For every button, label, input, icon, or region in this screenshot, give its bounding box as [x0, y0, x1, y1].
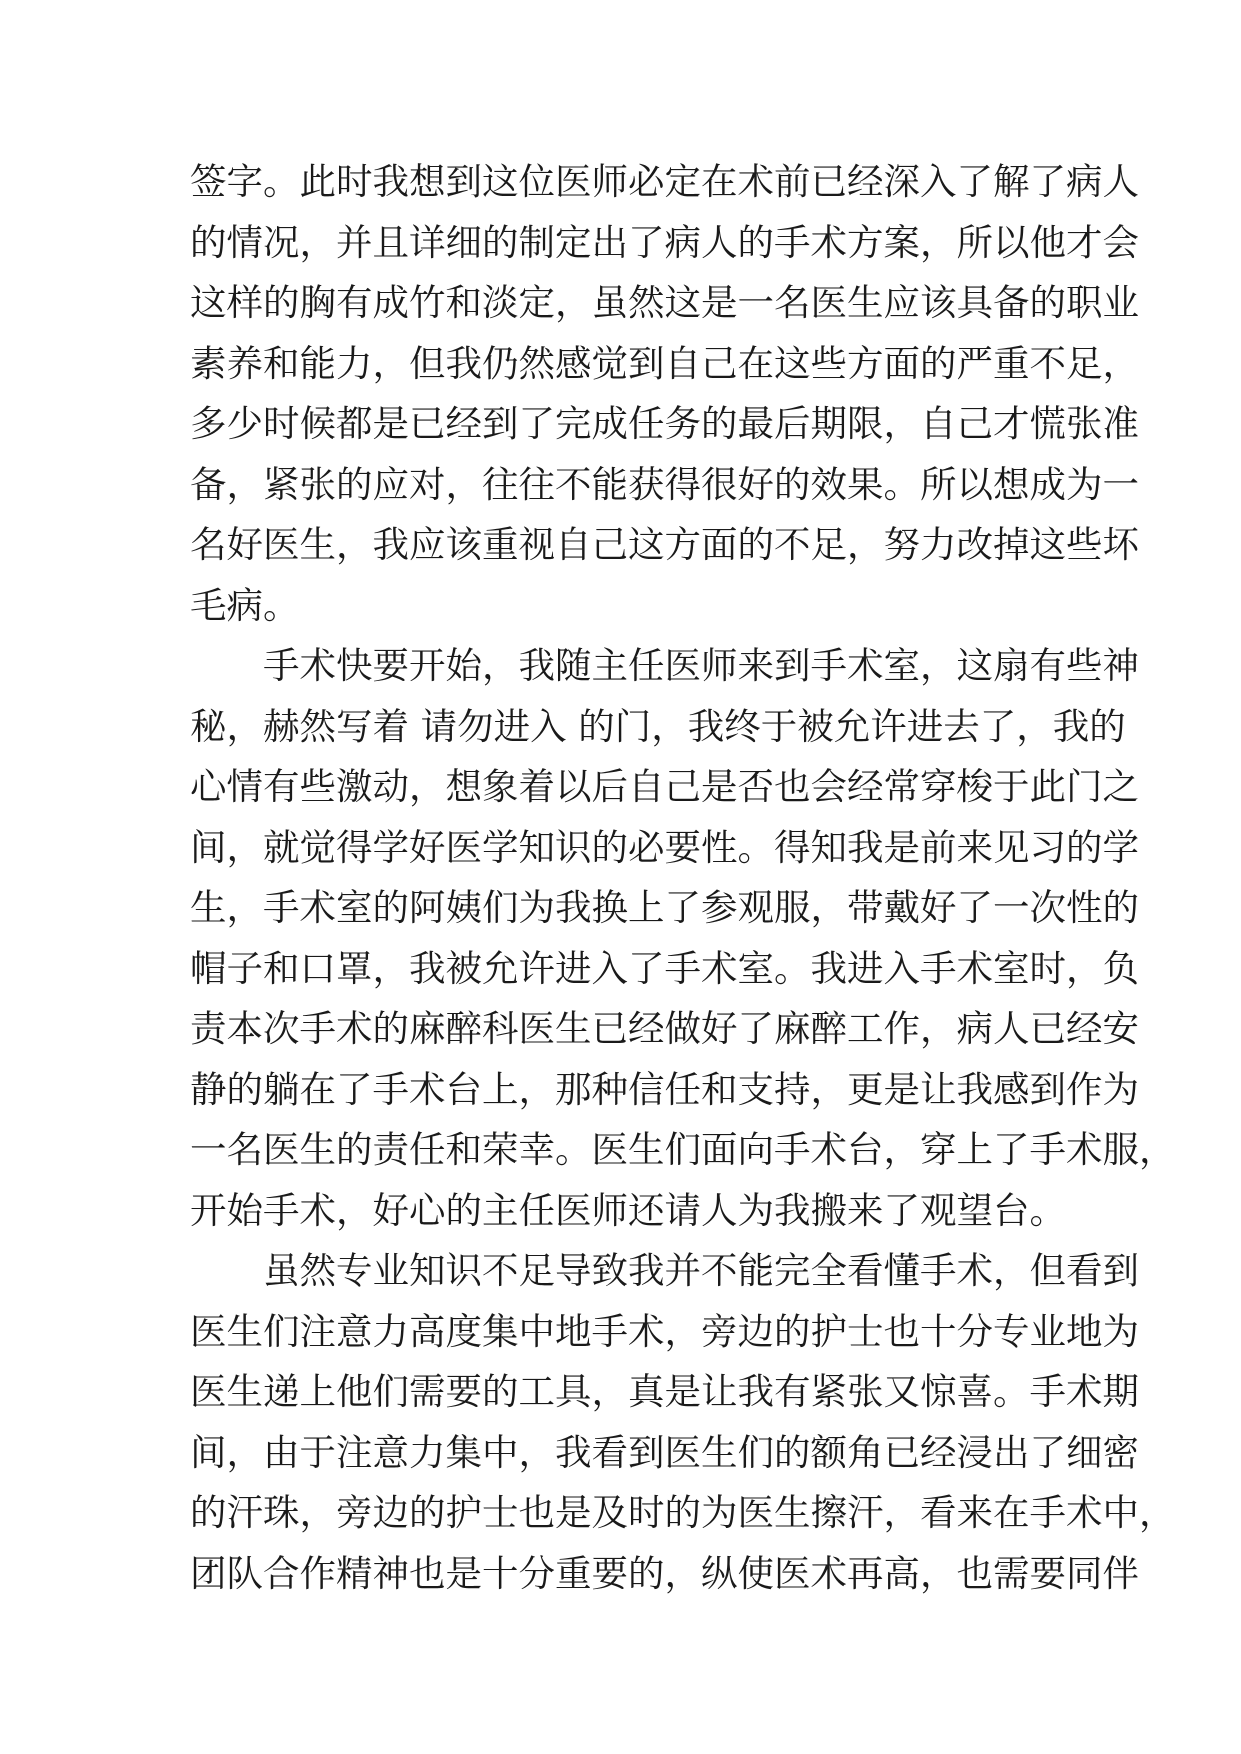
- text-line: 毛病。: [190, 583, 300, 627]
- text-line: 间，由于注意力集中，我看到医生们的额角已经浸出了细密: [190, 1430, 1139, 1474]
- text-line: 团队合作精神也是十分重要的，纵使医术再高，也需要同伴: [190, 1551, 1139, 1595]
- text-line: 静的躺在了手术台上，那种信任和支持，更是让我感到作为: [190, 1067, 1139, 1111]
- text-line: 帽子和口罩，我被允许进入了手术室。我进入手术室时，负: [190, 946, 1139, 990]
- text-line: 开始手术，好心的主任医师还请人为我搬来了观望台。: [190, 1188, 1066, 1232]
- text-line: 签字。此时我想到这位医师必定在术前已经深入了解了病人: [190, 160, 1139, 203]
- text-line: 这样的胸有成竹和淡定，虽然这是一名医生应该具备的职业: [190, 281, 1139, 324]
- text-line: 心情有些激动，想象着以后自己是否也会经常穿梭于此门之: [190, 765, 1139, 808]
- text-line: 责本次手术的麻醉科医生已经做好了麻醉工作，病人已经安: [190, 1007, 1139, 1050]
- text-line: 素养和能力，但我仍然感觉到自己在这些方面的严重不足，: [190, 341, 1139, 385]
- paragraph-first-line: 手术快要开始，我随主任医师来到手术室，这扇有些神: [263, 644, 1139, 687]
- text-line: 的情况，并且详细的制定出了病人的手术方案，所以他才会: [190, 220, 1139, 264]
- text-line: 医生们注意力高度集中地手术，旁边的护士也十分专业地为: [190, 1309, 1139, 1353]
- text-line: 生，手术室的阿姨们为我换上了参观服，带戴好了一次性的: [190, 886, 1139, 929]
- text-line: 一名医生的责任和荣幸。医生们面向手术台，穿上了手术服，: [190, 1128, 1176, 1171]
- paragraph-first-line: 虽然专业知识不足导致我并不能完全看懂手术，但看到: [263, 1249, 1139, 1292]
- text-line: 秘，赫然写着 请勿进入 的门，我终于被允许进去了，我的: [190, 704, 1126, 748]
- text-line: 多少时候都是已经到了完成任务的最后期限，自己才慌张准: [190, 402, 1139, 445]
- text-line: 的汗珠，旁边的护士也是及时的为医生擦汗，看来在手术中，: [190, 1491, 1176, 1534]
- text-line: 医生递上他们需要的工具，真是让我有紧张又惊喜。手术期: [190, 1370, 1139, 1413]
- text-line: 名好医生，我应该重视自己这方面的不足，努力改掉这些坏: [190, 523, 1139, 566]
- text-line: 间，就觉得学好医学知识的必要性。得知我是前来见习的学: [190, 825, 1139, 869]
- body-text: [190, 152, 1176, 1604]
- text-line: 备，紧张的应对，往往不能获得很好的效果。所以想成为一: [190, 462, 1139, 506]
